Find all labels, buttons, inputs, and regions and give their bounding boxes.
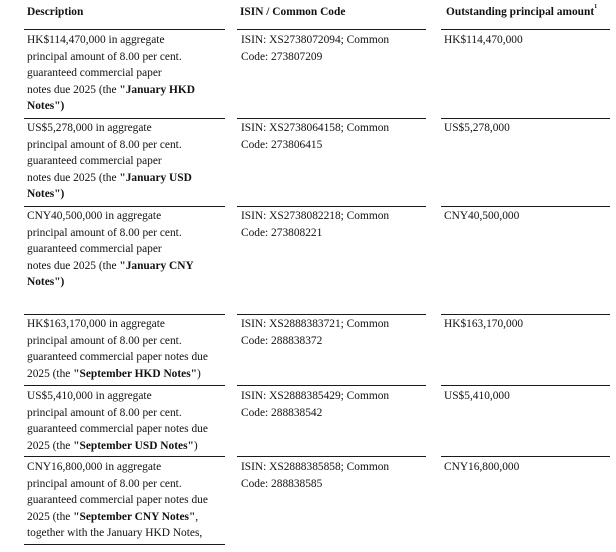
common-code-line: Code: 273808221 — [241, 226, 323, 239]
row-rule — [237, 118, 426, 119]
table-row-amount: CNY16,800,000 — [444, 461, 520, 473]
defined-term: "September USD Notes" — [73, 439, 194, 452]
defined-term: Notes") — [27, 188, 65, 201]
header-isin: ISIN / Common Code — [240, 6, 346, 18]
desc-line — [27, 274, 194, 291]
desc-line: notes due 2025 (the "January USD — [27, 171, 192, 184]
row-rule — [237, 385, 426, 386]
row-rule — [237, 206, 426, 207]
footnote-marker: 1 — [594, 4, 598, 10]
header-rule-isin — [237, 29, 426, 30]
desc-line — [27, 98, 195, 115]
table-row-description — [27, 316, 208, 382]
desc-line: guaranteed commercial paper — [27, 243, 162, 256]
desc-line: guaranteed commercial paper — [27, 67, 162, 80]
isin-line: ISIN: XS2738064158; Common — [241, 122, 390, 134]
common-code-line: Code: 288838585 — [241, 477, 323, 490]
desc-line: HK$163,170,000 in aggregate — [27, 318, 165, 330]
desc-line: CNY40,500,000 in aggregate — [27, 210, 162, 222]
row-rule — [24, 206, 225, 207]
desc-line: CNY16,800,000 in aggregate — [27, 461, 162, 473]
common-code-line: Code: 273806415 — [241, 138, 323, 151]
isin-line: ISIN: XS2888385429; Common — [241, 390, 390, 402]
common-code-line: Code: 288838542 — [241, 406, 323, 419]
desc-line: guaranteed commercial paper notes due — [27, 494, 208, 507]
table-row-amount: CNY40,500,000 — [444, 210, 520, 222]
desc-line: notes due 2025 (the "January CNY — [27, 259, 194, 272]
defined-term: "September CNY Notes" — [73, 510, 196, 523]
table-row-isin — [241, 120, 389, 153]
desc-line: principal amount of 8.00 per cent. — [27, 334, 182, 347]
table-row-description — [27, 208, 194, 291]
table-row-isin — [241, 459, 389, 492]
table-row-isin — [241, 32, 389, 65]
header-outstanding — [446, 4, 597, 20]
desc-line: guaranteed commercial paper notes due — [27, 351, 208, 364]
isin-line: ISIN: XS2888383721; Common — [241, 318, 390, 330]
table-row-isin — [241, 208, 389, 241]
defined-term: Notes") — [27, 276, 65, 289]
row-rule — [441, 118, 610, 119]
desc-line: 2025 (the "September CNY Notes", — [27, 510, 199, 523]
table-row-description — [27, 32, 195, 115]
desc-line: guaranteed commercial paper — [27, 155, 162, 168]
common-code-line: Code: 288838372 — [241, 334, 323, 347]
desc-line: US$5,278,000 in aggregate — [27, 122, 152, 134]
defined-term: Notes") — [27, 100, 65, 113]
header-rule-description — [24, 29, 225, 30]
common-code-line: Code: 273807209 — [241, 50, 323, 63]
header-rule-amount — [441, 29, 610, 30]
table-row-amount: HK$114,470,000 — [444, 34, 523, 46]
row-rule — [441, 206, 610, 207]
row-rule — [237, 314, 426, 315]
table-row-amount: HK$163,170,000 — [444, 318, 524, 330]
row-rule — [441, 456, 610, 457]
header-outstanding-label: Outstanding principal amount — [446, 6, 595, 18]
defined-term: "January HKD — [119, 83, 195, 96]
table-row-description — [27, 120, 192, 203]
desc-line: principal amount of 8.00 per cent. — [27, 50, 182, 63]
desc-line — [27, 186, 192, 203]
header-description: Description — [27, 6, 84, 18]
desc-line: notes due 2025 (the "January HKD — [27, 83, 195, 96]
defined-term: "January CNY — [119, 259, 194, 272]
table-row-isin — [241, 388, 389, 421]
defined-term: "January USD — [119, 171, 192, 184]
row-rule — [24, 544, 225, 545]
desc-line: 2025 (the "September USD Notes") — [27, 439, 198, 452]
row-rule — [24, 118, 225, 119]
desc-line: US$5,410,000 in aggregate — [27, 390, 152, 402]
isin-line: ISIN: XS2888385858; Common — [241, 461, 390, 473]
desc-line: 2025 (the "September HKD Notes") — [27, 367, 201, 380]
table-row-description — [27, 459, 208, 542]
table-row-isin — [241, 316, 389, 349]
row-rule — [441, 385, 610, 386]
row-rule — [24, 385, 225, 386]
desc-line: principal amount of 8.00 per cent. — [27, 138, 182, 151]
desc-line: HK$114,470,000 in aggregate — [27, 34, 165, 46]
desc-line: principal amount of 8.00 per cent. — [27, 477, 182, 490]
desc-line: principal amount of 8.00 per cent. — [27, 226, 182, 239]
table-row-description — [27, 388, 208, 454]
row-rule — [24, 456, 225, 457]
isin-line: ISIN: XS2738072094; Common — [241, 34, 390, 46]
desc-line: guaranteed commercial paper notes due — [27, 423, 208, 436]
defined-term: "September HKD Notes" — [73, 367, 197, 380]
table-row-amount: US$5,410,000 — [444, 390, 510, 402]
isin-line: ISIN: XS2738082218; Common — [241, 210, 390, 222]
desc-line: together with the January HKD Notes, — [27, 527, 203, 540]
desc-line: principal amount of 8.00 per cent. — [27, 406, 182, 419]
table-row-amount: US$5,278,000 — [444, 122, 510, 134]
row-rule — [237, 456, 426, 457]
row-rule — [441, 314, 610, 315]
row-rule — [24, 314, 225, 315]
